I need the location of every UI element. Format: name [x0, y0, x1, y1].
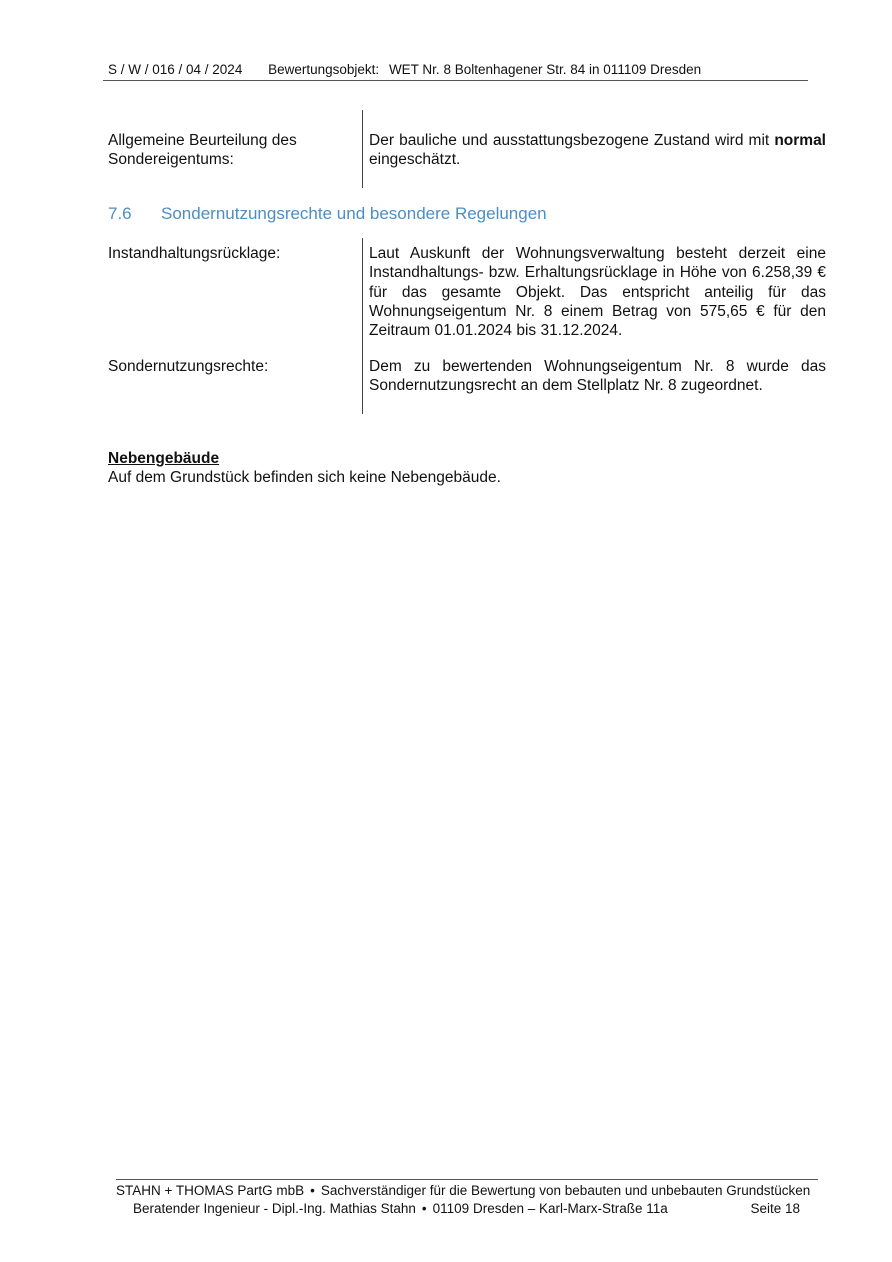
header-divider	[103, 80, 808, 81]
footer-description: Sachverständiger für die Bewertung von bebauten und unbebauten Grundstücken	[320, 1183, 811, 1198]
row-label: Allgemeine Beurteilung des Sondereigentums:	[108, 132, 297, 169]
section-number: 7.6	[108, 204, 132, 223]
section-heading	[108, 204, 547, 224]
row-value-text-end: eingeschätzt.	[369, 151, 461, 169]
row-value: Dem zu bewertenden Wohnungseigentum Nr. 8 wurde das Sondernutzungsrecht an dem Stellplatz Nr. 8 zugeordnet.	[369, 358, 826, 395]
row-value-bold: normal	[774, 132, 826, 149]
row-label: Instandhaltungsrücklage:	[108, 245, 281, 262]
row-value-text: Der bauliche und ausstattungsbezogene Zustand wird mit	[369, 132, 775, 149]
object-label: Bewertungsobjekt:	[268, 62, 380, 77]
footer-company: STAHN + THOMAS PartG mbB	[116, 1183, 305, 1198]
row-label: Sondernutzungsrechte:	[108, 358, 269, 375]
row-value	[369, 131, 826, 170]
column-divider-section	[362, 238, 363, 414]
footer-engineer: Beratender Ingenieur - Dipl.-Ing. Mathias Stahn	[133, 1201, 416, 1216]
page-header	[108, 62, 808, 77]
footer-address: 01109 Dresden – Karl-Marx-Straße 11a	[432, 1201, 668, 1216]
bullet-icon: •	[421, 1201, 427, 1216]
document-reference: S / W / 016 / 04 / 2024	[108, 62, 243, 77]
footer-line-contact	[133, 1201, 800, 1216]
bullet-icon: •	[310, 1183, 315, 1198]
object-description: WET Nr. 8 Boltenhagener Str. 84 in 011109 Dresden	[388, 62, 702, 77]
section-title: Sondernutzungsrechte und besondere Regelungen	[161, 204, 547, 223]
row-value: Laut Auskunft der Wohnungsverwaltung besteht derzeit eine Instandhaltungs- bzw. Erhaltungsrücklage in Höhe von 6.258,39 € für das gesamte Objekt. Das entspricht anteilig für das Wohnungseigentum Nr. 8 einem Betrag von 575,65 € für den Zeitraum 01.01.2024 bis 31.12.2024.	[369, 245, 826, 340]
nebengebaeude-text: Auf dem Grundstück befinden sich keine Nebengebäude.	[108, 469, 501, 486]
footer-divider	[116, 1179, 818, 1180]
nebengebaeude-heading: Nebengebäude	[108, 450, 220, 467]
footer-line-company	[116, 1183, 810, 1198]
page-number: Seite 18	[750, 1201, 800, 1216]
column-divider-top	[362, 110, 363, 188]
